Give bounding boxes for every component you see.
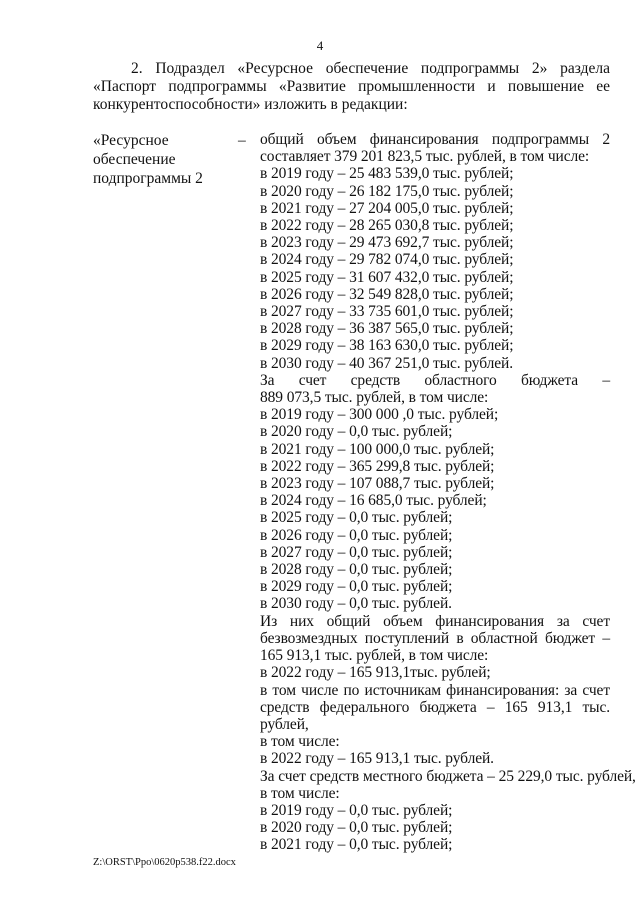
funding-line: в 2020 году – 26 182 175,0 тыс. рублей; [260, 182, 514, 200]
label-dash: – [238, 132, 246, 149]
funding-line: в том числе: [260, 784, 340, 802]
file-path-footer: Z:\ORST\Ppo\0620p538.f22.docx [93, 857, 236, 868]
funding-line: безвозмездных поступлений в областной бюджет – [260, 629, 610, 647]
funding-line: в 2022 году – 165 913,1 тыс. рублей. [260, 750, 494, 768]
intro-line: 2. Подраздел «Ресурсное обеспечение подпрограммы 2» раздела [131, 60, 610, 77]
funding-line: в 2019 году – 0,0 тыс. рублей; [260, 801, 453, 819]
funding-line: в том числе: [260, 733, 340, 751]
resource-label-line: подпрограммы 2 [93, 170, 203, 187]
funding-line: составляет 379 201 823,5 тыс. рублей, в том числе: [260, 148, 590, 166]
funding-line: в 2024 году – 29 782 074,0 тыс. рублей; [260, 251, 514, 269]
funding-line: в 2022 году – 28 265 030,8 тыс. рублей; [260, 217, 514, 235]
funding-line: в 2020 году – 0,0 тыс. рублей; [260, 423, 453, 441]
page-number: 4 [316, 38, 324, 53]
funding-line: 165 913,1 тыс. рублей, в том числе: [260, 647, 489, 665]
funding-line: в 2028 году – 0,0 тыс. рублей; [260, 561, 453, 579]
funding-line: в 2022 году – 165 913,1тыс. рублей; [260, 664, 491, 682]
funding-line: в 2028 году – 36 387 565,0 тыс. рублей; [260, 320, 514, 338]
funding-line: в 2019 году – 300 000 ,0 тыс. рублей; [260, 406, 499, 424]
funding-line: в 2029 году – 38 163 630,0 тыс. рублей; [260, 337, 514, 355]
funding-line: в 2029 году – 0,0 тыс. рублей; [260, 578, 453, 596]
intro-line: «Паспорт подпрограммы «Развитие промышленности и повышение ее [93, 78, 610, 95]
funding-line: в 2021 году – 27 204 005,0 тыс. рублей; [260, 199, 514, 217]
funding-line: общий объем финансирования подпрограммы 2 [260, 131, 610, 148]
funding-line: в 2021 году – 0,0 тыс. рублей; [260, 836, 453, 854]
funding-line: в том числе по источникам финансирования: за счет [260, 681, 610, 699]
funding-line: в 2027 году – 33 735 601,0 тыс. рублей; [260, 303, 514, 321]
funding-line: За счет средств областного бюджета – [260, 371, 610, 389]
funding-line: средств федерального бюджета – 165 913,1 тыс. рублей, [260, 698, 610, 733]
funding-line: в 2021 году – 100 000,0 тыс. рублей; [260, 440, 495, 458]
intro-paragraph [93, 60, 610, 114]
funding-line: За счет средств местного бюджета – 25 229,0 тыс. рублей, [260, 767, 636, 785]
funding-line: в 2024 году – 16 685,0 тыс. рублей; [260, 492, 487, 510]
funding-line: в 2030 году – 40 367 251,0 тыс. рублей. [260, 354, 514, 372]
resource-description [260, 131, 636, 854]
funding-line: в 2019 году – 25 483 539,0 тыс. рублей; [260, 165, 514, 183]
funding-line: в 2026 году – 32 549 828,0 тыс. рублей; [260, 285, 514, 303]
funding-line: в 2023 году – 107 088,7 тыс. рублей; [260, 475, 495, 493]
funding-line: в 2026 году – 0,0 тыс. рублей; [260, 526, 453, 544]
resource-label [93, 131, 233, 188]
funding-line: в 2027 году – 0,0 тыс. рублей; [260, 543, 453, 561]
funding-line: в 2020 году – 0,0 тыс. рублей; [260, 819, 453, 837]
funding-line: в 2022 году – 365 299,8 тыс. рублей; [260, 457, 495, 475]
funding-line: в 2030 году – 0,0 тыс. рублей. [260, 595, 452, 613]
funding-line: 889 073,5 тыс. рублей, в том числе: [260, 389, 489, 407]
funding-line: в 2023 году – 29 473 692,7 тыс. рублей; [260, 234, 514, 252]
funding-line: в 2025 году – 0,0 тыс. рублей; [260, 509, 453, 527]
intro-line: конкурентоспособности» изложить в редакции: [93, 96, 408, 113]
resource-label-line: «Ресурсное [93, 132, 169, 149]
resource-label-line: обеспечение [93, 151, 176, 168]
funding-line: в 2025 году – 31 607 432,0 тыс. рублей; [260, 268, 514, 286]
funding-line: Из них общий объем финансирования за счет [260, 612, 610, 630]
